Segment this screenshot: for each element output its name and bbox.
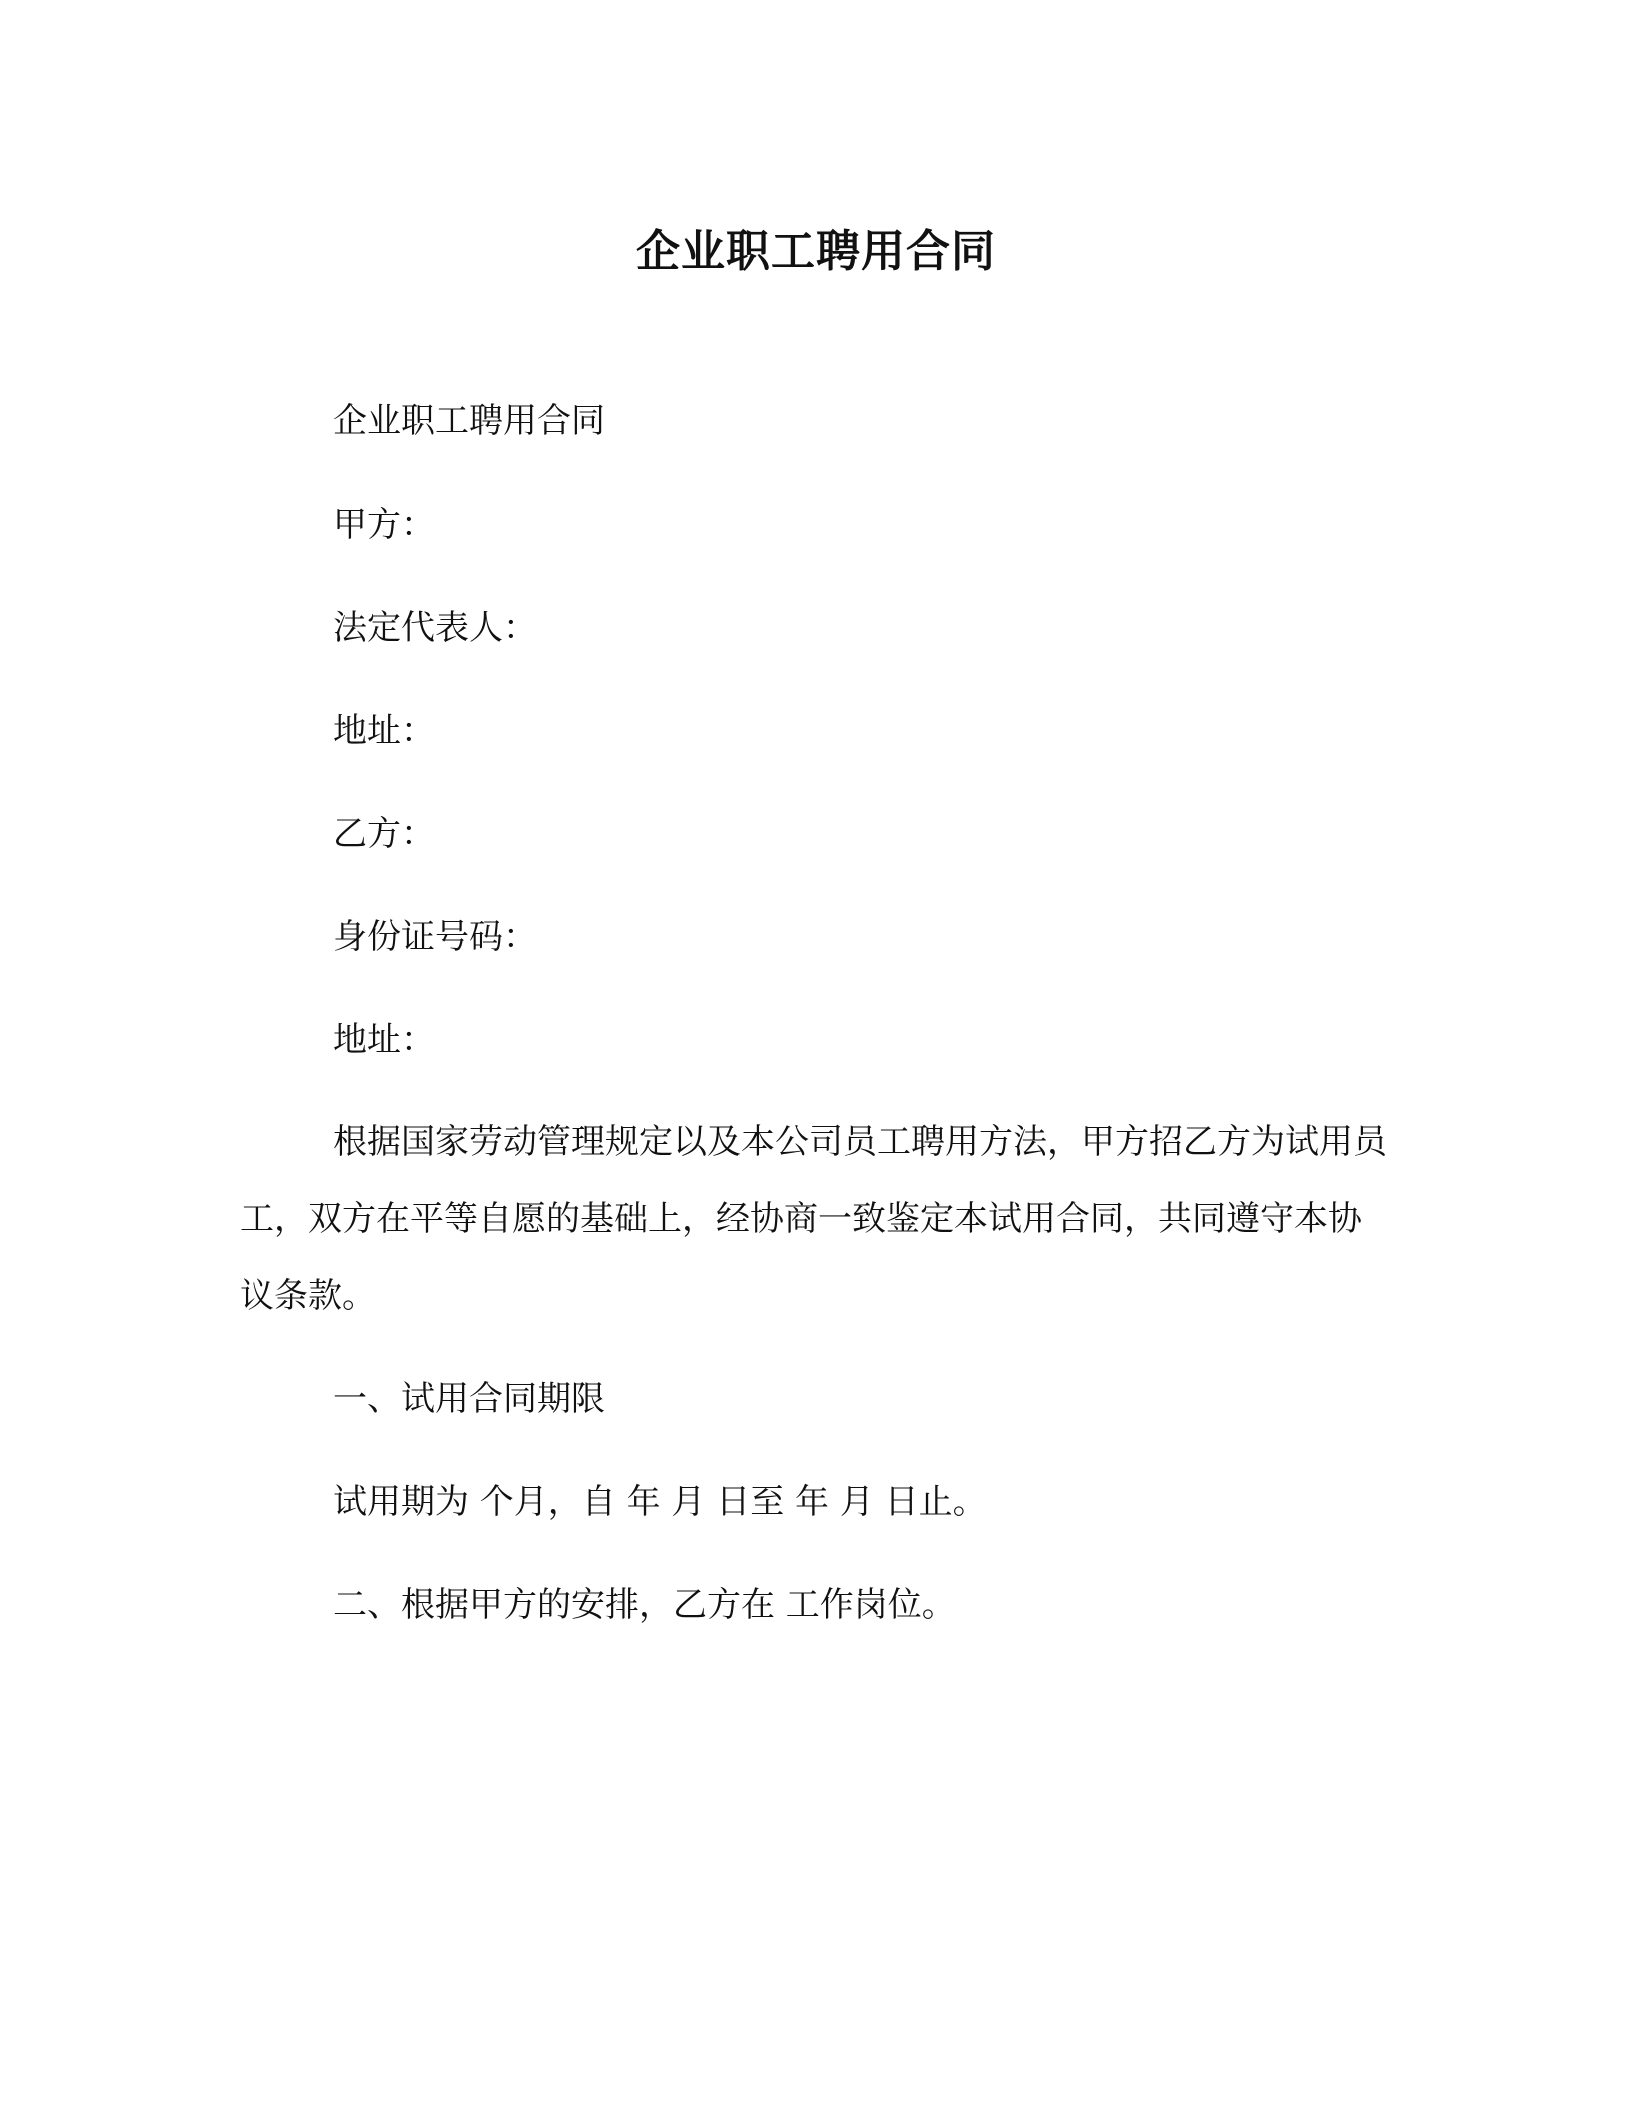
legal-representative-line: 法定代表人： [333,608,537,648]
section-1-heading: 一、试用合同期限 [333,1379,605,1419]
intro-paragraph: 根据国家劳动管理规定以及本公司员工聘用方法，甲方招乙方为试用员工，双方在平等自愿的基础上，经协商一致鉴定本试用合同，共同遵守本协议条款。 [240,1122,1387,1316]
party-b-address-line: 地址： [333,1020,435,1060]
contract-name-line: 企业职工聘用合同 [333,401,605,441]
id-number-line: 身份证号码： [333,917,537,957]
section-2-text: 二、根据甲方的安排，乙方在 工作岗位。 [333,1585,956,1625]
party-a-address-line: 地址： [333,711,435,751]
document-title: 企业职工聘用合同 [636,226,996,277]
party-b-line: 乙方： [333,814,435,854]
party-a-line: 甲方： [333,505,435,545]
section-1-text: 试用期为 个月，自 年 月 日至 年 月 日止。 [333,1482,987,1522]
